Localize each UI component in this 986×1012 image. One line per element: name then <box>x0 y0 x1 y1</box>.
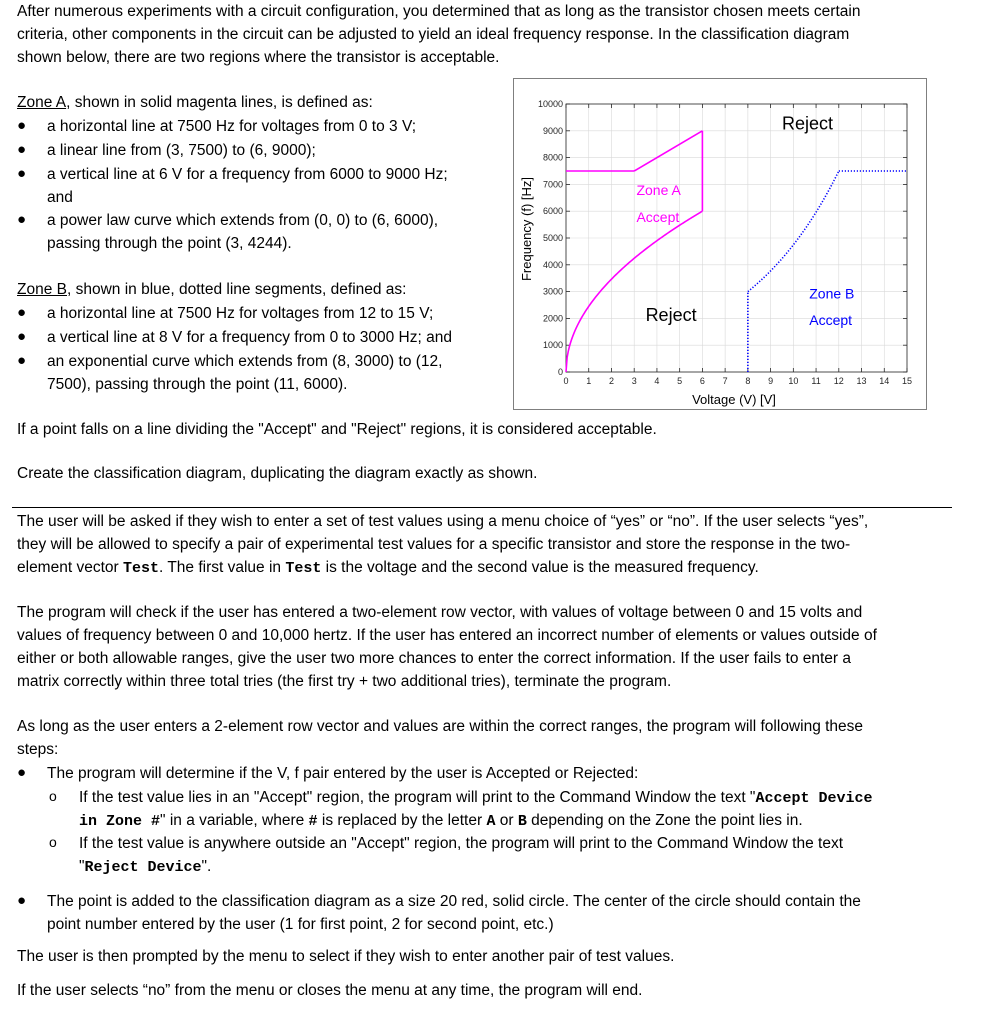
zone-b-heading-name: Zone B <box>17 281 67 298</box>
bullet-dot: ● <box>17 117 27 134</box>
p2-line-4: matrix correctly within three total tries (the first try + two additional tries), terminate the program. <box>17 673 672 690</box>
y-tick-label: 3000 <box>542 286 563 297</box>
zone-b-item-3: an exponential curve which extends from (8, 3000) to (12, <box>47 353 443 370</box>
boundary-note: If a point falls on a line dividing the "Accept" and "Reject" regions, it is considered acceptable. <box>17 421 657 438</box>
y-tick-label: 6000 <box>542 206 563 217</box>
y-axis-label: Frequency (f) [Hz] <box>519 176 534 282</box>
reject-device-code: Reject Device <box>84 859 202 876</box>
x-tick-label: 13 <box>856 376 867 386</box>
zone-b-item-3-cont: 7500), passing through the point (11, 6000). <box>47 376 348 393</box>
zone-b-heading <box>17 280 406 300</box>
x-tick-label: 6 <box>699 376 705 386</box>
y-tick-label: 10000 <box>537 99 563 109</box>
x-tick-label: 11 <box>811 376 821 386</box>
sub-bullet-1-line-1 <box>79 788 872 809</box>
zone-a-item-4: a power law curve which extends from (0, 0) to (6, 6000), <box>47 212 439 229</box>
p5-text: If the user selects “no” from the menu or closes the menu at any time, the program will end. <box>17 982 643 999</box>
intro-line-3: shown below, there are two regions where the transistor is acceptable. <box>17 49 500 66</box>
x-tick-label: 8 <box>745 376 751 386</box>
zone-a-heading <box>17 93 373 113</box>
bullet-dot: ● <box>17 211 27 228</box>
step-bullet-2-line-1: The point is added to the classification diagram as a size 20 red, solid circle. The center of the circle should contain the <box>47 893 861 910</box>
sub-bullet-1-text-a: If the test value lies in an "Accept" region, the program will print to the Command Window the text " <box>79 789 756 806</box>
intro-line-1: After numerous experiments with a circuit configuration, you determined that as long as the transistor chosen meets certain <box>17 3 861 20</box>
y-tick-label: 1000 <box>542 340 563 351</box>
annotation-label-4: Zone B <box>809 285 855 302</box>
in-zone-code: in Zone # <box>79 813 161 830</box>
classification-diagram <box>513 78 927 410</box>
p3-line-2: steps: <box>17 741 59 758</box>
annotation-label-2: Accept <box>636 208 680 225</box>
hash-code: # <box>308 813 318 830</box>
y-tick-label: 7000 <box>542 179 563 190</box>
sub-bullet-circle: o <box>49 788 57 804</box>
x-tick-label: 15 <box>901 376 913 386</box>
create-note: Create the classification diagram, duplicating the diagram exactly as shown. <box>17 465 538 482</box>
bullet-dot: ● <box>17 328 27 345</box>
letter-a-code: A <box>486 813 496 830</box>
sub-bullet-1-text-c: is replaced by the letter <box>317 812 487 829</box>
sub-bullet-2-quote-open: " <box>79 858 85 875</box>
p1-line-2: they will be allowed to specify a pair of experimental test values for a specific transistor and store the response in the two- <box>17 536 851 553</box>
y-tick-label: 4000 <box>542 259 563 270</box>
step-bullet-1: The program will determine if the V, f pair entered by the user is Accepted or Rejected: <box>47 765 639 782</box>
p3-line-1: As long as the user enters a 2-element row vector and values are within the correct ranges, the program will following these <box>17 718 864 735</box>
x-tick-label: 9 <box>768 376 774 386</box>
p1-line-3-text-b: . The first value in <box>158 559 286 576</box>
p2-line-3: either or both allowable ranges, give the user two more chances to enter the correct information. If the user fails to enter a <box>17 650 851 667</box>
x-tick-label: 5 <box>677 376 683 386</box>
p1-line-3-text-a: element vector <box>17 559 123 576</box>
annotation-label-5: Accept <box>809 312 853 329</box>
sub-bullet-2-line-1: If the test value is anywhere outside an "Accept" region, the program will print to the Command Window the text <box>79 835 843 852</box>
intro-line-2: criteria, other components in the circuit can be adjusted to yield an ideal frequency response. In the classification diagram <box>17 26 850 43</box>
series-line-1 <box>634 131 702 171</box>
x-tick-label: 4 <box>654 376 660 386</box>
x-axis-label: Voltage (V) [V] <box>692 392 776 407</box>
x-tick-label: 0 <box>563 376 569 386</box>
annotation-label-1: Zone A <box>636 182 681 199</box>
zone-a-heading-rest: , shown in solid magenta lines, is defined as: <box>66 94 373 111</box>
y-tick-label: 5000 <box>542 233 563 243</box>
x-tick-label: 1 <box>586 376 592 386</box>
bullet-dot: ● <box>17 764 27 781</box>
p2-line-1: The program will check if the user has entered a two-element row vector, with values of voltage between 0 and 15 volts and <box>17 604 863 621</box>
p4-text: The user is then prompted by the menu to select if they wish to enter another pair of test values. <box>17 948 675 965</box>
bullet-dot: ● <box>17 304 27 321</box>
zone-a-item-4-cont: passing through the point (3, 4244). <box>47 235 292 252</box>
bullet-dot: ● <box>17 352 27 369</box>
p2-line-2: values of frequency between 0 and 10,000 hertz. If the user has entered an incorrect number of elements or values outside of <box>17 627 877 644</box>
y-tick-label: 2000 <box>542 313 563 324</box>
zone-a-heading-name: Zone A <box>17 94 67 111</box>
x-tick-label: 10 <box>788 376 799 386</box>
zone-b-item-2: a vertical line at 8 V for a frequency from 0 to 3000 Hz; and <box>47 329 452 346</box>
y-tick-label: 9000 <box>542 125 563 136</box>
grid-layer <box>566 104 907 372</box>
y-tick-label: 8000 <box>542 152 563 163</box>
x-tick-label: 3 <box>631 376 637 386</box>
annotation-label-0: Reject <box>781 113 833 134</box>
test-code: Test <box>122 560 159 577</box>
x-tick-label: 2 <box>608 376 614 386</box>
zone-b-item-1: a horizontal line at 7500 Hz for voltages from 12 to 15 V; <box>47 305 434 322</box>
letter-b-code: B <box>517 813 527 830</box>
section-divider <box>12 507 952 508</box>
sub-bullet-2-line-2 <box>79 857 211 878</box>
y-tick-label: 0 <box>557 367 563 377</box>
chart-svg <box>514 79 926 409</box>
bullet-dot: ● <box>17 892 27 909</box>
step-bullet-2-line-2: point number entered by the user (1 for first point, 2 for second point, etc.) <box>47 916 554 933</box>
series-layer <box>566 131 907 372</box>
sub-bullet-circle: o <box>49 834 57 850</box>
sub-bullet-1-text-d: or <box>495 812 518 829</box>
sub-bullet-1-line-2 <box>79 811 803 832</box>
annotation-layer <box>636 113 854 328</box>
x-tick-label: 12 <box>833 376 844 386</box>
sub-bullet-1-text-e: depending on the Zone the point lies in. <box>526 812 803 829</box>
p1-line-3-text-c: is the voltage and the second value is the measured frequency. <box>321 559 759 576</box>
sub-bullet-1-text-b: " in a variable, where <box>160 812 309 829</box>
x-tick-label: 7 <box>722 376 728 386</box>
p1-line-3 <box>17 558 759 579</box>
accept-device-code: Accept Device <box>755 790 873 807</box>
zone-a-item-2: a linear line from (3, 7500) to (6, 9000); <box>47 142 316 159</box>
x-tick-label: 14 <box>879 376 890 386</box>
sub-bullet-2-quote-close: ". <box>201 858 212 875</box>
zone-b-heading-rest: , shown in blue, dotted line segments, defined as: <box>66 281 407 298</box>
test-code: Test <box>285 560 322 577</box>
bullet-dot: ● <box>17 165 27 182</box>
p1-line-1: The user will be asked if they wish to enter a set of test values using a menu choice of “yes” or “no”. If the user selects “yes”, <box>17 513 869 530</box>
zone-a-item-1: a horizontal line at 7500 Hz for voltages from 0 to 3 V; <box>47 118 417 135</box>
zone-a-item-3-cont: and <box>47 189 73 206</box>
bullet-dot: ● <box>17 141 27 158</box>
annotation-label-3: Reject <box>645 305 697 326</box>
zone-a-item-3: a vertical line at 6 V for a frequency from 6000 to 9000 Hz; <box>47 166 448 183</box>
